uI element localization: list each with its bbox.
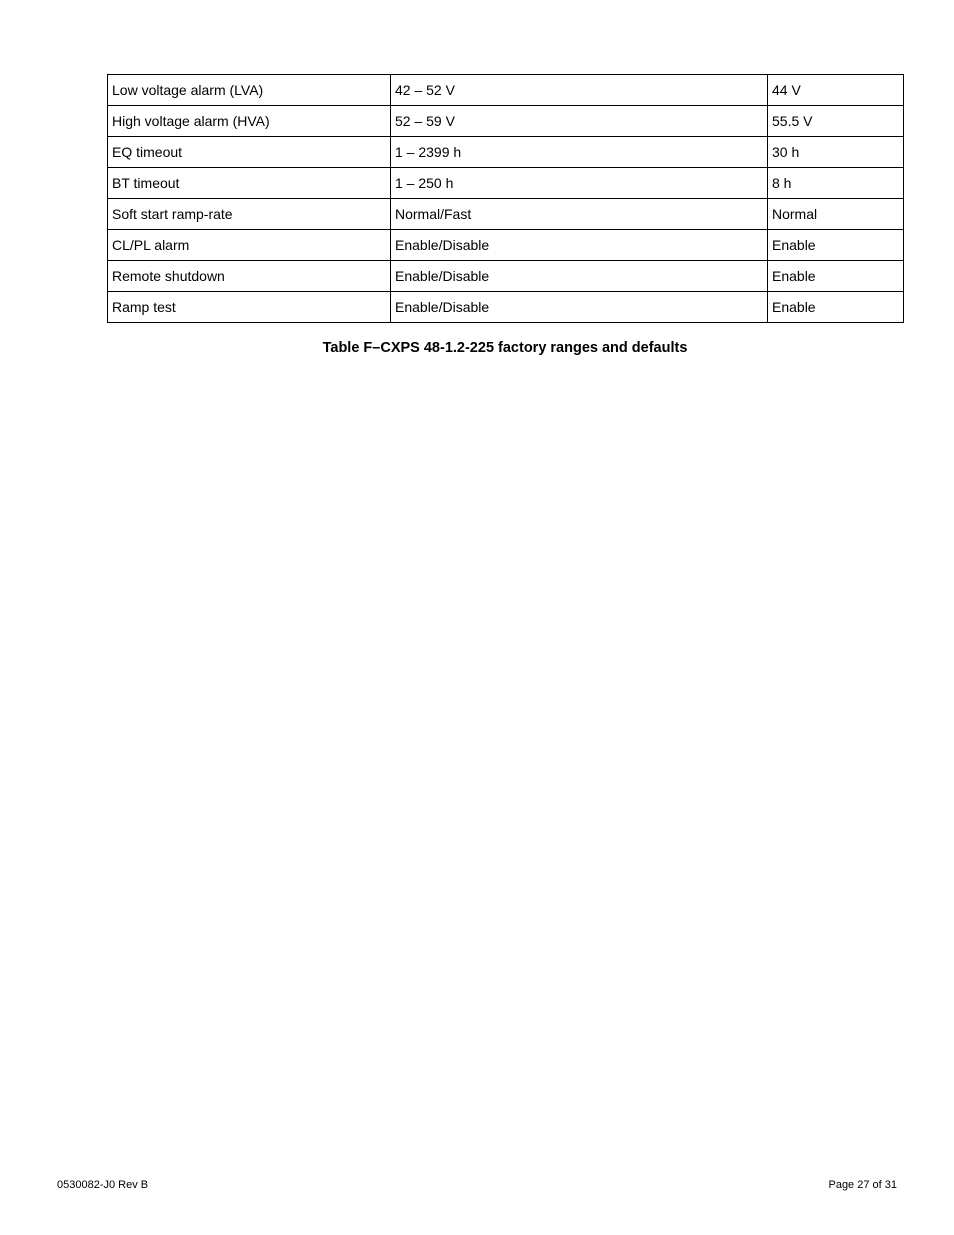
table-row — [108, 199, 904, 230]
parameter-cell: Remote shutdown — [108, 261, 391, 292]
parameter-cell: Ramp test — [108, 292, 391, 323]
document-id: 0530082-J0 Rev B — [57, 1179, 149, 1191]
default-cell: 30 h — [768, 137, 904, 168]
default-cell: 55.5 V — [768, 106, 904, 137]
range-cell: Enable/Disable — [391, 230, 768, 261]
default-cell: Normal — [768, 199, 904, 230]
default-cell: 44 V — [768, 75, 904, 106]
table-row — [108, 168, 904, 199]
range-cell: 1 – 2399 h — [391, 137, 768, 168]
parameter-cell: BT timeout — [108, 168, 391, 199]
table-row — [108, 230, 904, 261]
parameter-cell: Low voltage alarm (LVA) — [108, 75, 391, 106]
range-cell: 42 – 52 V — [391, 75, 768, 106]
page-number: Page 27 of 31 — [828, 1179, 897, 1191]
table-row — [108, 292, 904, 323]
range-cell: Normal/Fast — [391, 199, 768, 230]
parameter-cell: Soft start ramp-rate — [108, 199, 391, 230]
table-row — [108, 75, 904, 106]
table-row — [108, 137, 904, 168]
factory-ranges-table — [107, 74, 904, 323]
range-cell: Enable/Disable — [391, 292, 768, 323]
default-cell: 8 h — [768, 168, 904, 199]
table-body — [108, 75, 904, 323]
range-cell: 1 – 250 h — [391, 168, 768, 199]
table-row — [108, 261, 904, 292]
parameter-cell: EQ timeout — [108, 137, 391, 168]
table-row — [108, 106, 904, 137]
parameter-cell: CL/PL alarm — [108, 230, 391, 261]
default-cell: Enable — [768, 261, 904, 292]
table-caption: Table F–CXPS 48-1.2-225 factory ranges and defaults — [322, 340, 688, 356]
parameter-cell: High voltage alarm (HVA) — [108, 106, 391, 137]
default-cell: Enable — [768, 292, 904, 323]
default-cell: Enable — [768, 230, 904, 261]
range-cell: 52 – 59 V — [391, 106, 768, 137]
range-cell: Enable/Disable — [391, 261, 768, 292]
